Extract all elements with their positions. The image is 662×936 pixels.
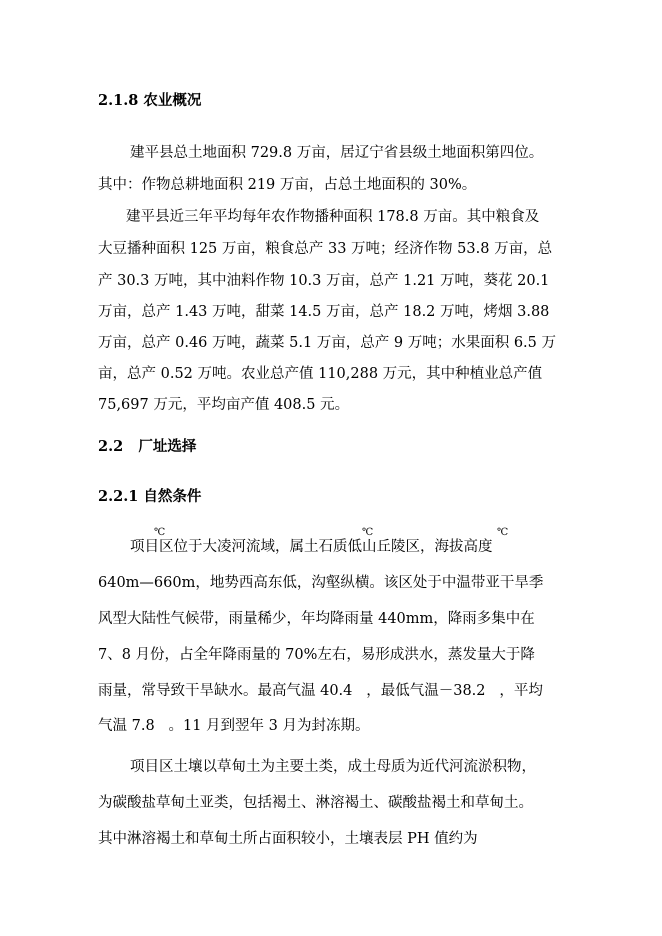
paragraph-line: 640m—660m，地势西高东低，沟壑纵横。该区处于中温带亚干旱季: [98, 575, 544, 591]
paragraph-line: 项目区土壤以草甸土为主要土类，成土母质为近代河流淤积物，: [130, 759, 536, 775]
degree-mark: ℃: [154, 527, 166, 538]
degree-mark: ℃: [362, 527, 374, 538]
paragraph-line: 大豆播种面积 125 万亩，粮食总产 33 万吨；经济作物 53.8 万亩，总: [98, 241, 553, 257]
paragraph-line: 万亩，总产 1.43 万吨，甜菜 14.5 万亩，总产 18.2 万吨，烤烟 3.88: [98, 304, 550, 320]
section-heading-2-2-1: 2.2.1 自然条件: [98, 488, 202, 505]
paragraph-line: 气温 7.8 。11 月到翌年 3 月为封冻期。: [98, 718, 370, 734]
section-heading-2-2: 2.2 厂址选择: [98, 438, 197, 455]
paragraph-line: 其中：作物总耕地面积 219 万亩，占总土地面积的 30%。: [98, 177, 477, 193]
paragraph-line: 项目区位于大凌河流域，属土石质低山丘陵区，海拔高度: [130, 539, 493, 555]
paragraph-line: 75,697 万元，平均亩产值 408.5 元。: [98, 397, 350, 413]
paragraph-line: 产 30.3 万吨，其中油料作物 10.3 万亩，总产 1.21 万吨，葵花 20.1: [98, 273, 550, 289]
paragraph-line: 雨量，常导致干旱缺水。最高气温 40.4 ，最低气温－38.2 ，平均: [98, 683, 543, 699]
paragraph-line: 亩，总产 0.52 万吨。农业总产值 110,288 万元，其中种植业总产值: [98, 366, 543, 382]
degree-mark: ℃: [497, 527, 509, 538]
paragraph-line: 7、8 月份，占全年降雨量的 70%左右，易形成洪水，蒸发量大于降: [98, 647, 535, 663]
paragraph-line: 建平县总土地面积 729.8 万亩，居辽宁省县级土地面积第四位。: [130, 145, 544, 161]
paragraph-line: 其中淋溶褐土和草甸土所占面积较小，土壤表层 PH 值约为: [98, 831, 478, 847]
paragraph-line: 万亩，总产 0.46 万吨，蔬菜 5.1 万亩，总产 9 万吨；水果面积 6.5 万: [98, 335, 557, 351]
paragraph-line: 为碳酸盐草甸土亚类，包括褐土、淋溶褐土、碳酸盐褐土和草甸土。: [98, 795, 533, 811]
section-heading-2-1-8: 2.1.8 农业概况: [98, 92, 202, 109]
paragraph-line: 风型大陆性气候带，雨量稀少，年均降雨量 440mm，降雨多集中在: [98, 611, 535, 627]
paragraph-line: 建平县近三年平均每年农作物播种面积 178.8 万亩。其中粮食及: [126, 209, 540, 225]
